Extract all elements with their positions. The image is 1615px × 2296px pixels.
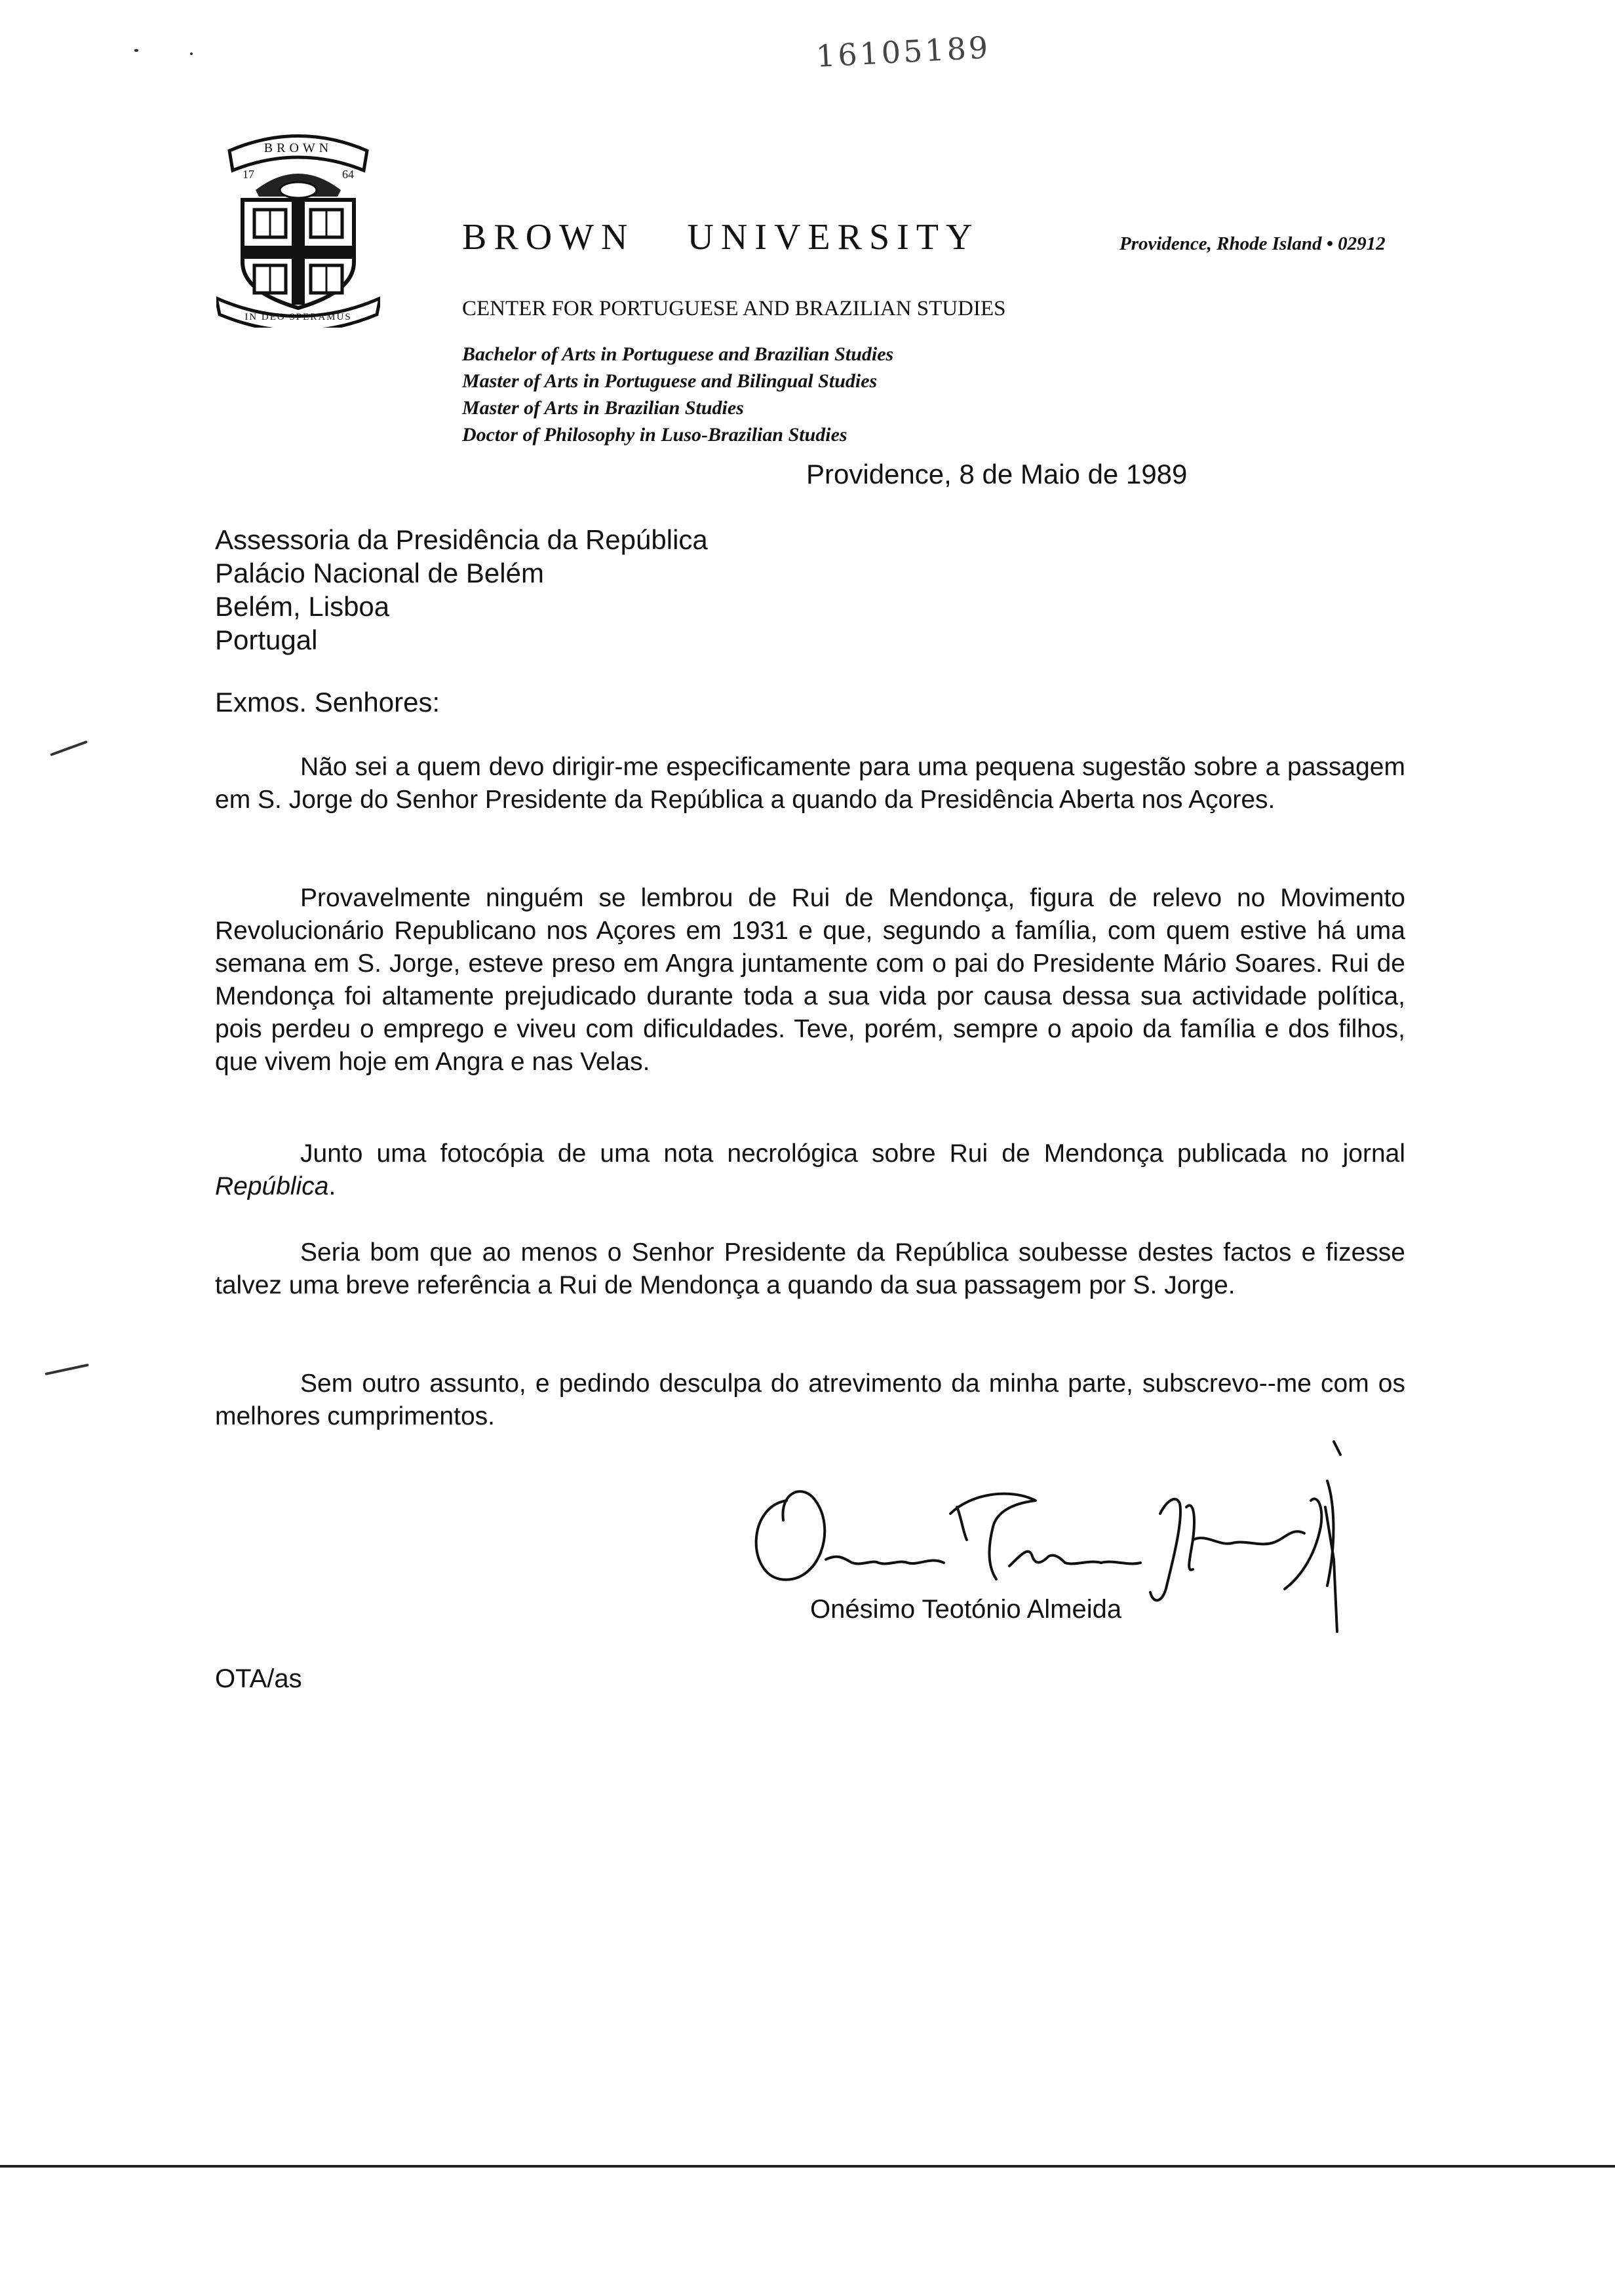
seal-banner-bottom: IN DEO SPERAMUS [244, 312, 352, 322]
scan-mark [134, 49, 138, 52]
paragraph-4: Seria bom que ao menos o Senhor Presidente da República soubesse destes factos e fizesse talvez uma breve referência a Rui de Mendonça a quando da sua passagem por S. Jorge. [215, 1238, 1405, 1299]
paragraph-3-end: . [328, 1172, 336, 1200]
scan-mark [45, 1364, 88, 1375]
degree-item: Master of Arts in Brazilian Studies [462, 397, 744, 419]
scan-mark [50, 740, 88, 756]
recipient-line: Assessoria da Presidência da República [215, 524, 708, 555]
footer-rule [0, 2165, 1615, 2168]
seal-banner-top: BROWN [263, 141, 333, 155]
degree-list [462, 341, 893, 448]
university-address: Providence, Rhode Island • 02912 [1119, 233, 1386, 254]
scan-mark [190, 52, 193, 55]
handwritten-signature [734, 1428, 1429, 1664]
paragraph-1: Não sei a quem devo dirigir-me especificamente para uma pequena sugestão sobre a passagem em S. Jorge do Senhor Presidente da República a quando da Presidência Aberta nos Açores. [215, 753, 1405, 814]
university-name-university: UNIVERSITY [687, 217, 980, 258]
salutation: Exmos. Senhores: [215, 687, 440, 718]
recipient-address [215, 523, 708, 657]
seal-year-right: 64 [342, 168, 354, 181]
paragraph-3 [215, 1138, 1405, 1203]
signer-name: Onésimo Teotónio Almeida [810, 1595, 1122, 1624]
university-name [462, 216, 979, 258]
letter-date: Providence, 8 de Maio de 1989 [806, 459, 1188, 489]
newspaper-title: República [215, 1172, 329, 1200]
degree-item: Master of Arts in Portuguese and Bilingual Studies [462, 370, 878, 392]
recipient-line: Portugal [215, 624, 318, 655]
seal-year-left: 17 [243, 168, 254, 181]
recipient-line: Belém, Lisboa [215, 591, 390, 622]
paragraph-5: Sem outro assunto, e pedindo desculpa do atrevimento da minha parte, subscrevo--me com os melhores cumprimentos. [215, 1369, 1405, 1430]
paragraph-2: Provavelmente ninguém se lembrou de Rui de Mendonça, figura de relevo no Movimento Revolucionário Republicano nos Açores em 1931 e que, segundo a família, com quem estive há uma semana em S. Jorge, esteve preso em Angra juntamente com o pai do Presidente Mário Soares. Rui de Mendonça foi altamente prejudicado durante toda a sua vida por causa dessa sua actividade política, pois perdeu o emprego e viveu com dificuldades. Teve, porém, sempre o apoio da família e dos filhos, que vivem hoje em Angra e nas Velas. [215, 884, 1405, 1076]
center-name: CENTER FOR PORTUGUESE AND BRAZILIAN STUDIES [462, 297, 1006, 320]
degree-item: Doctor of Philosophy in Luso-Brazilian Studies [462, 424, 847, 446]
paragraph-3-text: Junto uma fotocópia de uma nota necrológica sobre Rui de Mendonça publicada no jornal [300, 1139, 1405, 1168]
typist-initials: OTA/as [215, 1664, 302, 1693]
recipient-line: Palácio Nacional de Belém [215, 558, 544, 588]
degree-item: Bachelor of Arts in Portuguese and Brazilian Studies [462, 343, 894, 365]
brown-university-seal [216, 124, 380, 328]
university-name-brown: BROWN [462, 217, 635, 258]
handwritten-file-number: 16105189 [815, 29, 992, 74]
